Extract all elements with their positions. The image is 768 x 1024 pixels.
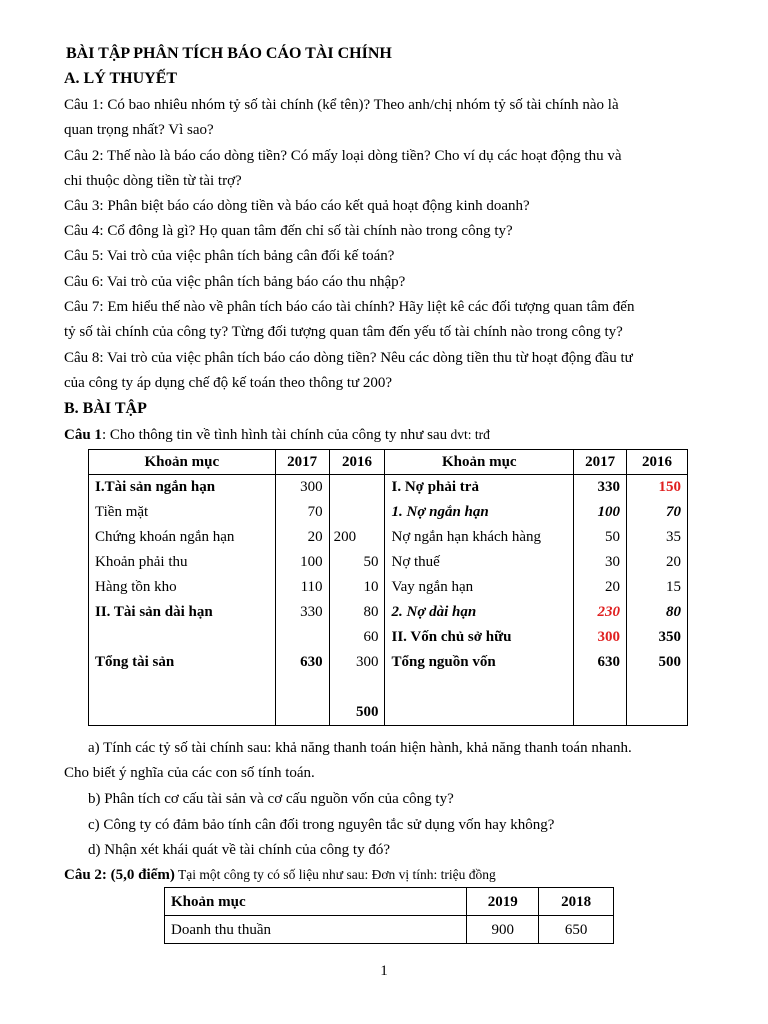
left-label: Khoản phải thu [89, 550, 276, 575]
left-2016: 10 [329, 575, 385, 600]
theory-line: Câu 7: Em hiểu thế nào về phân tích báo cáo tài chính? Hãy liệt kê các đối tượng quan tâm đến [64, 299, 635, 315]
right-2016: 80 [627, 600, 688, 625]
left-2017: 20 [275, 525, 329, 550]
left-2016: 60 [329, 625, 385, 650]
value-2019: 900 [467, 916, 539, 944]
question-1-item-c: c) Công ty có đảm bảo tính cân đối trong nguyên tắc sử dụng vốn hay không? [88, 817, 555, 833]
theory-line: Câu 6: Vai trò của việc phân tích bảng báo cáo thu nhập? [64, 274, 406, 290]
left-label: I.Tài sản ngắn hạn [89, 475, 276, 501]
theory-line: tỷ số tài chính của công ty? Từng đối tượng quan tâm đến yếu tố tài chính nào trong công ty? [64, 324, 623, 340]
left-2017: 300 [275, 475, 329, 501]
header-cell: 2017 [275, 450, 329, 475]
left-label: Tiền mặt [89, 500, 276, 525]
value-2018: 650 [539, 916, 614, 944]
theory-line: Câu 4: Cổ đông là gì? Họ quan tâm đến chỉ số tài chính nào trong công ty? [64, 223, 513, 239]
table-row [89, 475, 688, 501]
theory-line: Câu 5: Vai trò của việc phân tích bảng cân đối kế toán? [64, 248, 395, 264]
right-label: Tổng nguồn vốn [385, 650, 574, 726]
right-2017: 630 [574, 650, 627, 726]
page-number: 1 [380, 963, 388, 979]
question-2-text: Tại một công ty có số liệu như sau: Đơn vị tính: triệu đồng [174, 867, 496, 882]
table-row [89, 500, 688, 525]
left-2017 [275, 625, 329, 650]
right-2016: 20 [627, 550, 688, 575]
right-label: Vay ngắn hạn [385, 575, 574, 600]
right-2017: 30 [574, 550, 627, 575]
question-1-item-d: d) Nhận xét khái quát về tài chính của công ty đó? [88, 842, 390, 858]
right-label: 1. Nợ ngắn hạn [385, 500, 574, 525]
question-1-unit: dvt: trđ [447, 427, 490, 442]
right-label: I. Nợ phải trả [385, 475, 574, 501]
left-label: II. Tài sản dài hạn [89, 600, 276, 625]
right-2016: 35 [627, 525, 688, 550]
question-1-item-a: a) Tính các tỷ số tài chính sau: khả năng thanh toán hiện hành, khả năng thanh toán nhanh. [88, 740, 632, 756]
right-label: Nợ ngắn hạn khách hàng [385, 525, 574, 550]
left-2016: 50 [329, 550, 385, 575]
right-label: II. Vốn chủ sở hữu [385, 625, 574, 650]
section-b-heading: B. BÀI TẬP [64, 400, 147, 417]
header-cell: 2019 [467, 888, 539, 916]
table-header-row [89, 450, 688, 475]
left-2017: 330 [275, 600, 329, 625]
header-cell: 2017 [574, 450, 627, 475]
question-1-item-b: b) Phân tích cơ cấu tài sản và cơ cấu nguồn vốn của công ty? [88, 791, 454, 807]
header-cell: 2018 [539, 888, 614, 916]
header-cell: Khoản mục [165, 888, 467, 916]
left-label: Chứng khoán ngắn hạn [89, 525, 276, 550]
right-2016: 70 [627, 500, 688, 525]
table-row [89, 600, 688, 625]
header-cell: Khoản mục [385, 450, 574, 475]
left-label: Tổng tài sản [89, 650, 276, 726]
right-label: 2. Nợ dài hạn [385, 600, 574, 625]
right-2017: 50 [574, 525, 627, 550]
header-cell: Khoản mục [89, 450, 276, 475]
theory-line: Câu 1: Có bao nhiêu nhóm tỷ số tài chính (kể tên)? Theo anh/chị nhóm tỷ số tài chính nào là [64, 97, 619, 113]
left-2017: 100 [275, 550, 329, 575]
right-2016: 350 [627, 625, 688, 650]
right-2017: 20 [574, 575, 627, 600]
right-2016: 150 [627, 475, 688, 501]
right-label: Nợ thuế [385, 550, 574, 575]
question-2-label: Câu 2: (5,0 điểm) [64, 867, 175, 883]
revenue-table [164, 887, 614, 944]
row-label: Doanh thu thuần [165, 916, 467, 944]
table-row [89, 650, 688, 726]
left-2016: 200 [329, 525, 385, 550]
left-label [89, 625, 276, 650]
right-2017: 100 [574, 500, 627, 525]
balance-sheet-table [88, 449, 688, 726]
header-cell: 2016 [329, 450, 385, 475]
left-2017: 70 [275, 500, 329, 525]
section-a-heading: A. LÝ THUYẾT [64, 70, 178, 87]
right-2016: 500 [627, 650, 688, 726]
left-2016 [329, 475, 385, 501]
theory-line: quan trọng nhất? Vì sao? [64, 122, 214, 138]
theory-line: chi thuộc dòng tiền từ tài trợ? [64, 173, 242, 189]
question-1-item-a-cont: Cho biết ý nghĩa của các con số tính toán. [64, 765, 315, 781]
left-2016: 80 [329, 600, 385, 625]
right-2017: 230 [574, 600, 627, 625]
question-1-intro [64, 425, 490, 445]
left-label: Hàng tồn kho [89, 575, 276, 600]
table-row [89, 575, 688, 600]
table-header-row [165, 888, 614, 916]
question-2-intro [64, 865, 496, 885]
right-2017: 300 [574, 625, 627, 650]
right-2016: 15 [627, 575, 688, 600]
table-row [165, 916, 614, 944]
theory-line: Câu 3: Phân biệt báo cáo dòng tiền và báo cáo kết quả hoạt động kinh doanh? [64, 198, 530, 214]
left-2017: 110 [275, 575, 329, 600]
table-row [89, 550, 688, 575]
left-2016 [329, 500, 385, 525]
theory-line: Câu 2: Thế nào là báo cáo dòng tiền? Có mấy loại dòng tiền? Cho ví dụ các hoạt động thu và [64, 148, 622, 164]
theory-line: Câu 8: Vai trò của việc phân tích báo cáo dòng tiền? Nêu các dòng tiền thu từ hoạt động đầu tư [64, 350, 633, 366]
left-2016-total: 500 [355, 704, 379, 720]
left-2016: 300 [355, 654, 379, 670]
question-1-text: : Cho thông tin về tình hình tài chính của công ty như sau [101, 427, 448, 443]
document-title: BÀI TẬP PHÂN TÍCH BÁO CÁO TÀI CHÍNH [66, 45, 392, 62]
header-cell: 2016 [627, 450, 688, 475]
table-row [89, 625, 688, 650]
question-1-label: Câu 1 [64, 427, 102, 443]
right-2017: 330 [574, 475, 627, 501]
table-row [89, 525, 688, 550]
left-2017: 630 [275, 650, 329, 726]
theory-line: của công ty áp dụng chế độ kế toán theo thông tư 200? [64, 375, 393, 391]
left-2016-stack [329, 650, 385, 726]
